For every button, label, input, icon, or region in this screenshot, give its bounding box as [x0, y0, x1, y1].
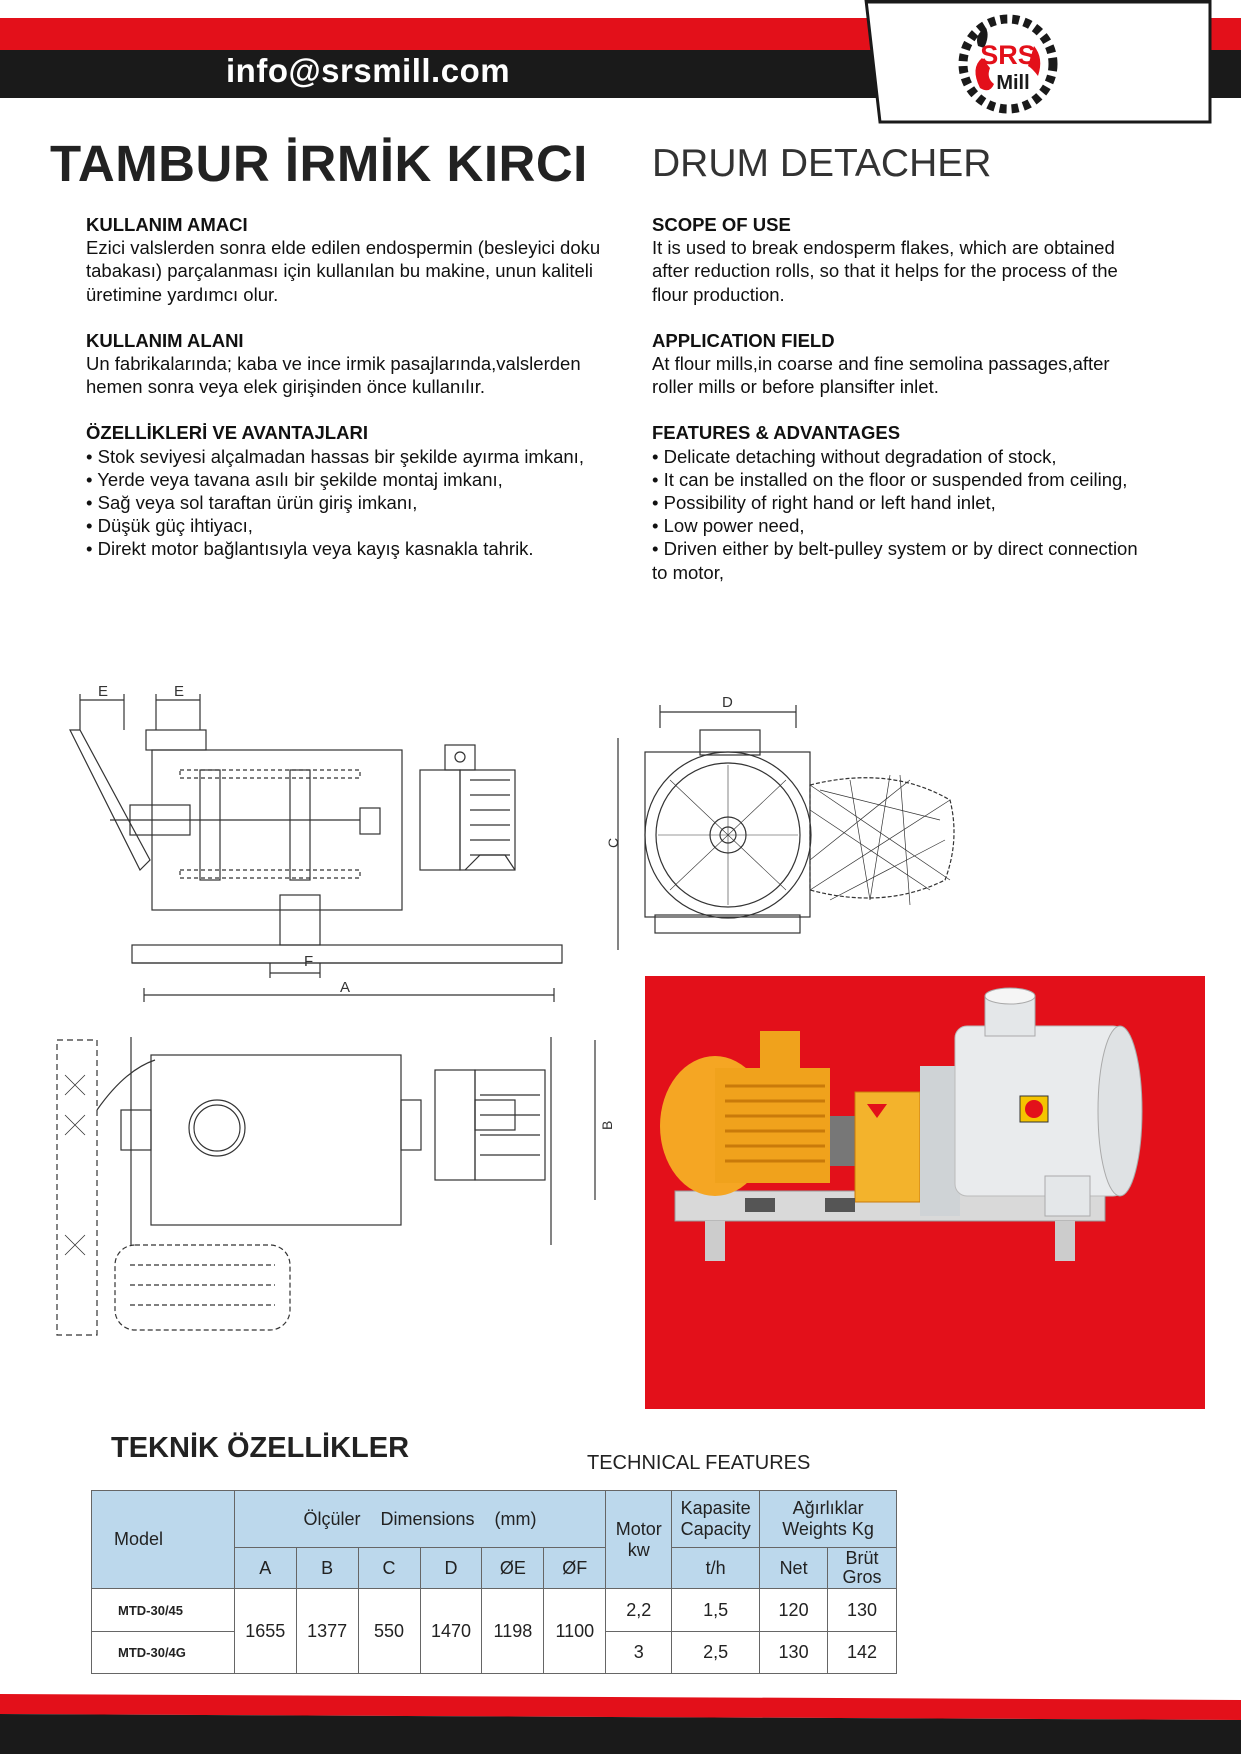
dim-value-c: 550 — [358, 1589, 420, 1674]
gross-weight-value: 142 — [828, 1632, 897, 1674]
dim-value-e: 1198 — [482, 1589, 544, 1674]
dim-label-b: B — [599, 1120, 615, 1130]
header-dim-c: C — [358, 1548, 420, 1589]
feature-item-en: • Driven either by belt-pulley system or by direct connection to motor, — [652, 538, 1138, 583]
dim-label-e: E — [174, 683, 185, 700]
dim-value-b: 1377 — [296, 1589, 358, 1674]
net-weight-value: 130 — [760, 1632, 828, 1674]
header-weights — [760, 1491, 897, 1548]
logo-text-srs: SRS — [980, 40, 1036, 70]
specs-table — [91, 1490, 897, 1674]
feature-item-tr: • Direkt motor bağlantısıyla veya kayış kasnakla tahrik. — [86, 538, 534, 560]
english-column — [652, 213, 1152, 584]
header-capacity-tr: Kapasite — [680, 1498, 751, 1518]
header-capacity-en: Capacity — [680, 1519, 751, 1539]
feature-item-tr: • Düşük güç ihtiyacı, — [86, 515, 253, 537]
header-capacity — [672, 1491, 760, 1548]
header-weights-tr: Ağırlıklar — [792, 1498, 864, 1518]
turkish-column — [86, 213, 606, 561]
capacity-value: 1,5 — [672, 1589, 760, 1632]
feature-item-tr: • Yerde veya tavana asılı bir şekilde montaj imkanı, — [86, 468, 503, 490]
gross-weight-value: 130 — [828, 1589, 897, 1632]
header-capacity-unit: t/h — [672, 1548, 760, 1589]
header-dim-f: ØF — [544, 1548, 606, 1589]
header-dim-e: ØE — [482, 1548, 544, 1589]
header-weights-en: Weights Kg — [782, 1519, 874, 1539]
dim-label-d: D — [722, 694, 733, 711]
side-view-drawing — [60, 670, 580, 1010]
product-photo — [645, 976, 1205, 1409]
dim-label-c: C — [605, 837, 621, 848]
motor-value: 2,2 — [606, 1589, 672, 1632]
feature-item-en: • Possibility of right hand or left hand inlet, — [652, 492, 996, 514]
srs-mill-logo — [866, 6, 1210, 122]
header-gros: Gros — [842, 1567, 882, 1587]
header-net: Net — [760, 1548, 828, 1589]
title-turkish: TAMBUR İRMİK KIRCI — [50, 135, 588, 192]
header-dim-a: A — [234, 1548, 296, 1589]
features-heading-en: FEATURES & ADVANTAGES — [652, 422, 901, 444]
specs-title-en: TECHNICAL FEATURES — [587, 1452, 811, 1474]
header-dimensions: Ölçüler Dimensions (mm) — [234, 1491, 606, 1548]
title-english: DRUM DETACHER — [652, 142, 992, 185]
model-name: MTD-30/45 — [92, 1589, 235, 1632]
capacity-value: 2,5 — [672, 1632, 760, 1674]
field-text-tr: Un fabrikalarında; kaba ve ince irmik pasajlarında,valslerden hemen sonra veya elek girişinden önce kullanılır. — [86, 353, 581, 398]
model-name: MTD-30/4G — [92, 1632, 235, 1674]
motor-value: 3 — [606, 1632, 672, 1674]
dim-label-e: E — [98, 683, 109, 700]
dim-value-d: 1470 — [420, 1589, 482, 1674]
logo-text-mill: Mill — [996, 72, 1030, 94]
specs-title-tr: TEKNİK ÖZELLİKLER — [111, 1432, 410, 1464]
scope-text-en: It is used to break endosperm flakes, which are obtained after reduction rolls, so that it helps for the process of the flour production. — [652, 237, 1118, 305]
feature-item-tr: • Sağ veya sol taraftan ürün giriş imkanı, — [86, 492, 418, 514]
scope-heading-en: SCOPE OF USE — [652, 214, 791, 235]
dim-value-a: 1655 — [234, 1589, 296, 1674]
contact-email[interactable]: info@srsmill.com — [226, 52, 511, 89]
feature-item-en: • It can be installed on the floor or suspended from ceiling, — [652, 468, 1128, 490]
header-dim-d: D — [420, 1548, 482, 1589]
front-view-drawing — [605, 690, 970, 960]
feature-item-en: • Low power need, — [652, 515, 805, 537]
dim-value-f: 1100 — [544, 1589, 606, 1674]
header-motor — [606, 1491, 672, 1589]
usage-text-tr: Ezici valslerden sonra elde edilen endospermin (besleyici doku tabakası) parçalanması için kullanılan bu makine, unun kaliteli üretimine yardımcı olur. — [86, 237, 601, 305]
table-row — [92, 1589, 897, 1632]
top-view-drawing — [55, 1035, 615, 1340]
field-text-en: At flour mills,in coarse and fine semolina passages,after roller mills or before plansifter inlet. — [652, 353, 1110, 398]
header-brut-gros — [828, 1548, 897, 1589]
dim-label-f: F — [304, 953, 314, 970]
field-heading-en: APPLICATION FIELD — [652, 329, 835, 351]
feature-item-tr: • Stok seviyesi alçalmadan hassas bir şekilde ayırma imkanı, — [86, 445, 584, 467]
field-heading-tr: KULLANIM ALANI — [86, 329, 244, 351]
usage-heading-tr: KULLANIM AMACI — [86, 214, 248, 235]
header-dim-b: B — [296, 1548, 358, 1589]
header-motor-label: Motor — [615, 1518, 662, 1539]
header-model: Model — [92, 1491, 235, 1589]
header-motor-unit: kw — [627, 1539, 650, 1560]
feature-item-en: • Delicate detaching without degradation of stock, — [652, 445, 1057, 467]
net-weight-value: 120 — [760, 1589, 828, 1632]
dim-label-a: A — [340, 979, 351, 996]
header-brut: Brüt — [845, 1548, 879, 1568]
features-heading-tr: ÖZELLİKLERİ VE AVANTAJLARI — [86, 422, 368, 444]
